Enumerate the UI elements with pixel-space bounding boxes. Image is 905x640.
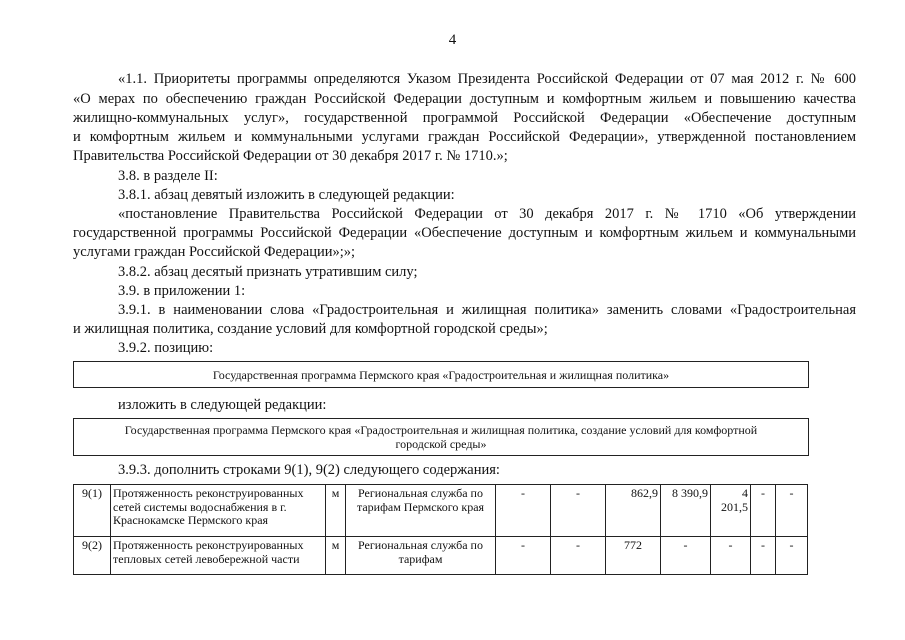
value-cell: - — [751, 537, 776, 575]
value-cell: 862,9 — [606, 485, 661, 537]
new-position-text-line2: городской среды» — [395, 437, 487, 451]
paragraph-line: 3.9.3. дополнить строками 9(1), 9(2) следующего содержания: — [118, 462, 500, 478]
paragraph-line: услугами граждан Российской Федерации»;»; — [73, 244, 356, 260]
paragraph-line: 3.8. в разделе II: — [118, 168, 218, 184]
paragraph-line: и жилищная политика, создание условий для комфортной городской среды»; — [73, 321, 548, 337]
paragraph-line: «О мерах по обеспечению граждан Российской Федерации доступным и комфортным жильем и повышению качества — [73, 91, 856, 107]
value-cell: - — [551, 485, 606, 537]
unit: м — [326, 537, 346, 575]
indicator-name: Протяженность реконструированных тепловых сетей левобережной части — [111, 537, 326, 575]
paragraph-line: 3.8.1. абзац девятый изложить в следующей редакции: — [118, 187, 455, 203]
value-cell: - — [661, 537, 711, 575]
unit: м — [326, 485, 346, 537]
value-cell: - — [751, 485, 776, 537]
old-position-text: Государственная программа Пермского края «Градостроительная и жилищная политика» — [212, 367, 670, 382]
indicators-table — [73, 484, 808, 575]
responsible-org: Региональная служба по тарифам Пермского края — [346, 485, 496, 537]
paragraph-line: и комфортным жильем и коммунальными услугами граждан Российской Федерации», утвержденной постановлением — [73, 129, 856, 145]
paragraph-line: 3.9. в приложении 1: — [118, 283, 246, 299]
paragraph-line: «постановление Правительства Российской Федерации от 30 декабря 2017 г. № 1710 «Об утверждении — [118, 206, 856, 222]
paragraph-line: государственной программы Российской Федерации «Обеспечение доступным и комфортным жильем и коммунальными — [73, 225, 856, 241]
paragraph-line: 3.9.2. позицию: — [118, 340, 214, 356]
paragraph-line: «1.1. Приоритеты программы определяются Указом Президента Российской Федерации от 07 мая 2012 г. № 600 — [118, 71, 856, 87]
responsible-org: Региональная служба по тарифам — [346, 537, 496, 575]
paragraph-line: 3.9.1. в наименовании слова «Градостроительная и жилищная политика» заменить словами «Градостроительная — [118, 302, 856, 318]
table-row — [74, 537, 808, 575]
value-cell: - — [711, 537, 751, 575]
row-number: 9(1) — [74, 485, 111, 537]
page-number: 4 — [448, 32, 457, 48]
table-row — [74, 485, 808, 537]
value-cell: - — [776, 537, 808, 575]
value-cell: - — [551, 537, 606, 575]
value-cell: 772 — [606, 537, 661, 575]
paragraph-line: Правительства Российской Федерации от 30 декабря 2017 г. № 1710.»; — [73, 148, 508, 164]
paragraph-line: изложить в следующей редакции: — [118, 397, 327, 413]
value-cell: 8 390,9 — [661, 485, 711, 537]
value-cell: - — [496, 537, 551, 575]
old-position-box — [73, 361, 809, 388]
new-position-text-line1: Государственная программа Пермского края «Градостроительная и жилищная политика, создание условий для комфортной — [124, 423, 758, 437]
value-cell: 4 201,5 — [711, 485, 751, 537]
new-position-box — [73, 418, 809, 456]
value-cell: - — [776, 485, 808, 537]
value-cell: - — [496, 485, 551, 537]
indicator-name: Протяженность реконструированных сетей системы водоснабжения в г. Краснокамске Пермского края — [111, 485, 326, 537]
row-number: 9(2) — [74, 537, 111, 575]
paragraph-line: жилищно-коммунальных услуг», государственной программой Российской Федерации «Обеспечение доступным — [73, 110, 856, 126]
paragraph-line: 3.8.2. абзац десятый признать утратившим силу; — [118, 264, 418, 280]
